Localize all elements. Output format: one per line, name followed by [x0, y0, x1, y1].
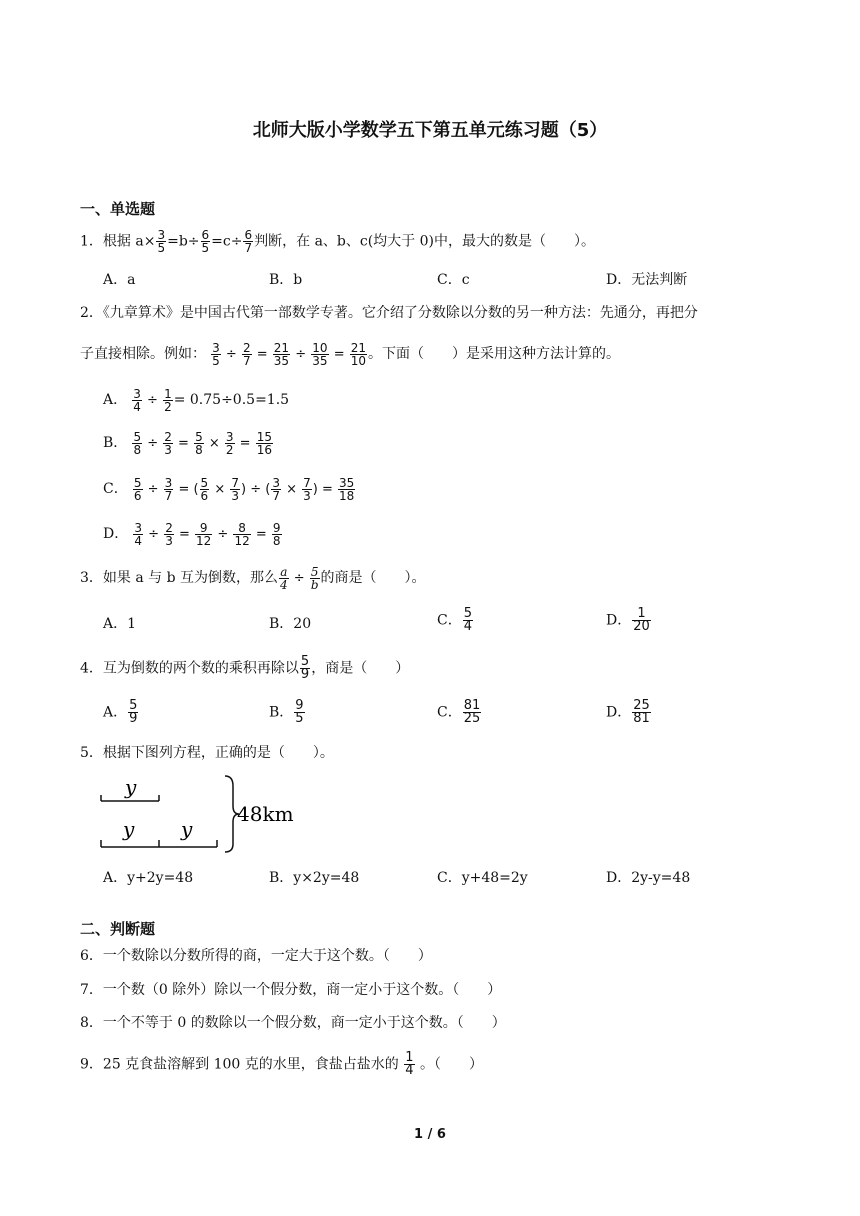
question-8: 8．一个不等于 0 的数除以一个假分数，商一定小于这个数。（ ）: [80, 1015, 506, 1031]
question-text: =b÷: [167, 233, 200, 250]
option-d[interactable]: D． $\frac{3}{4}$ ÷ $\frac{2}{3}$ = $\frac{9}{12}$ ÷ $\frac{8}{12}$ = $\frac{9}{8}$: [103, 521, 281, 548]
example-expression: $\frac{3}{5}$ ÷ $\frac{2}{7}$ = $\frac{21}{35}$ ÷ $\frac{10}{35}$ = $\frac{21}{10}$: [212, 341, 367, 368]
option-a[interactable]: A．1: [103, 616, 137, 632]
question-6: 6．一个数除以分数所得的商，一定大于这个数。（ ）: [80, 948, 432, 964]
question-text: =c÷: [211, 233, 243, 250]
option-b[interactable]: B．b: [269, 272, 303, 288]
fraction: $\frac{5}{9}$: [300, 654, 310, 682]
question-number: 4．: [80, 660, 103, 677]
segment-label-top: y: [125, 775, 137, 799]
option-c[interactable]: C． $\frac{5}{6}$ ÷ $\frac{3}{7}$ = ( $\frac{5}{6}$ × $\frac{7}{3}$ ) ÷ ( $\frac{3}{7}$ × $\frac{7}{3}$ ) = $\frac{35}{18}$: [103, 476, 355, 503]
question-9: [80, 1052, 483, 1077]
option-d[interactable]: D．无法判断: [606, 272, 688, 288]
page-title: 北师大版小学数学五下第五单元练习题（5）: [252, 120, 608, 141]
question-3: 3．如果 a 与 b 互为倒数，那么 $\frac{a}{4}$ ÷ $\frac{5}{b}$ 的商是（ ）。: [80, 565, 426, 592]
option-a[interactable]: A． $\frac{5}{9}$: [103, 698, 138, 726]
question-text: 根据 a×: [102, 233, 156, 250]
question-text: 根据下图列方程，正确的是（ ）。: [102, 745, 334, 761]
question-2-line-1: [80, 303, 698, 323]
segment-label-bottom-1: y: [123, 817, 135, 841]
question-text: 《九章算术》是中国古代第一部数学专著。它介绍了分数除以分数的另一种方法：先通分，再把分: [102, 305, 698, 321]
question-text: ，商是（ ）: [311, 660, 410, 677]
total-length-label: 48km: [237, 802, 294, 826]
question-text: 。（ ）: [419, 1056, 483, 1073]
question-5: [80, 743, 334, 763]
option-c[interactable]: C．c: [437, 272, 470, 288]
question-7: 7．一个数（0 除外）除以一个假分数，商一定小于这个数。（ ）: [80, 982, 502, 998]
question-text: 的商是（ ）。: [320, 570, 426, 586]
option-b[interactable]: B． $\frac{9}{5}$: [269, 698, 304, 726]
option-d[interactable]: D． $\frac{25}{81}$: [606, 698, 650, 726]
page-number: 1 / 6: [414, 1127, 446, 1142]
question-text: 互为倒数的两个数的乘积再除以: [102, 660, 299, 677]
option-c[interactable]: C．y+48=2y: [437, 870, 528, 886]
option-c[interactable]: C． $\frac{81}{25}$: [437, 698, 481, 726]
section-heading-true-false: 二、判断题: [80, 920, 156, 938]
option-b[interactable]: B．y×2y=48: [269, 870, 360, 886]
option-d[interactable]: D． $\frac{1}{20}$: [606, 606, 650, 634]
question-number: 3．: [80, 570, 103, 586]
fraction: $\frac{6}{7}$: [244, 228, 253, 255]
option-a[interactable]: A．y+2y=48: [103, 870, 194, 886]
fraction: $\frac{3}{5}$: [157, 228, 166, 255]
question-number: 2．: [80, 305, 103, 321]
question-text: 判断，在 a、b、c(均大于 0)中，最大的数是（ ）。: [254, 233, 596, 250]
question-text: 子直接相除。例如：: [80, 346, 206, 362]
option-a[interactable]: A． $\frac{3}{4}$ ÷ $\frac{1}{2}$ = 0.75÷0.5=1.5: [103, 387, 290, 414]
question-number: 1．: [80, 233, 103, 250]
question-text: 9．25 克食盐溶解到 100 克的水里，食盐占盐水的: [80, 1056, 399, 1073]
question-2-line-2: [80, 342, 620, 367]
question-1: [80, 229, 595, 254]
question-4: [80, 656, 409, 681]
fraction: $\frac{6}{5}$: [201, 228, 210, 255]
option-b[interactable]: B． $\frac{5}{8}$ ÷ $\frac{2}{3}$ = $\frac{5}{8}$ × $\frac{3}{2}$ = $\frac{15}{16}$: [103, 430, 272, 457]
question-text: 如果 a 与 b 互为倒数，那么: [102, 570, 279, 586]
line-segment-diagram: [95, 772, 305, 856]
fraction: $\frac{1}{4}$: [405, 1050, 414, 1078]
segment-label-bottom-2: y: [181, 817, 193, 841]
option-a[interactable]: A．a: [103, 272, 136, 288]
option-c[interactable]: C． $\frac{5}{4}$: [437, 606, 472, 634]
question-number: 5．: [80, 745, 103, 761]
option-b[interactable]: B．20: [269, 616, 312, 632]
question-text: 。下面（ ）是采用这种方法计算的。: [368, 346, 621, 362]
section-heading-single-choice: 一、单选题: [80, 200, 156, 218]
option-d[interactable]: D．2y-y=48: [606, 870, 691, 886]
